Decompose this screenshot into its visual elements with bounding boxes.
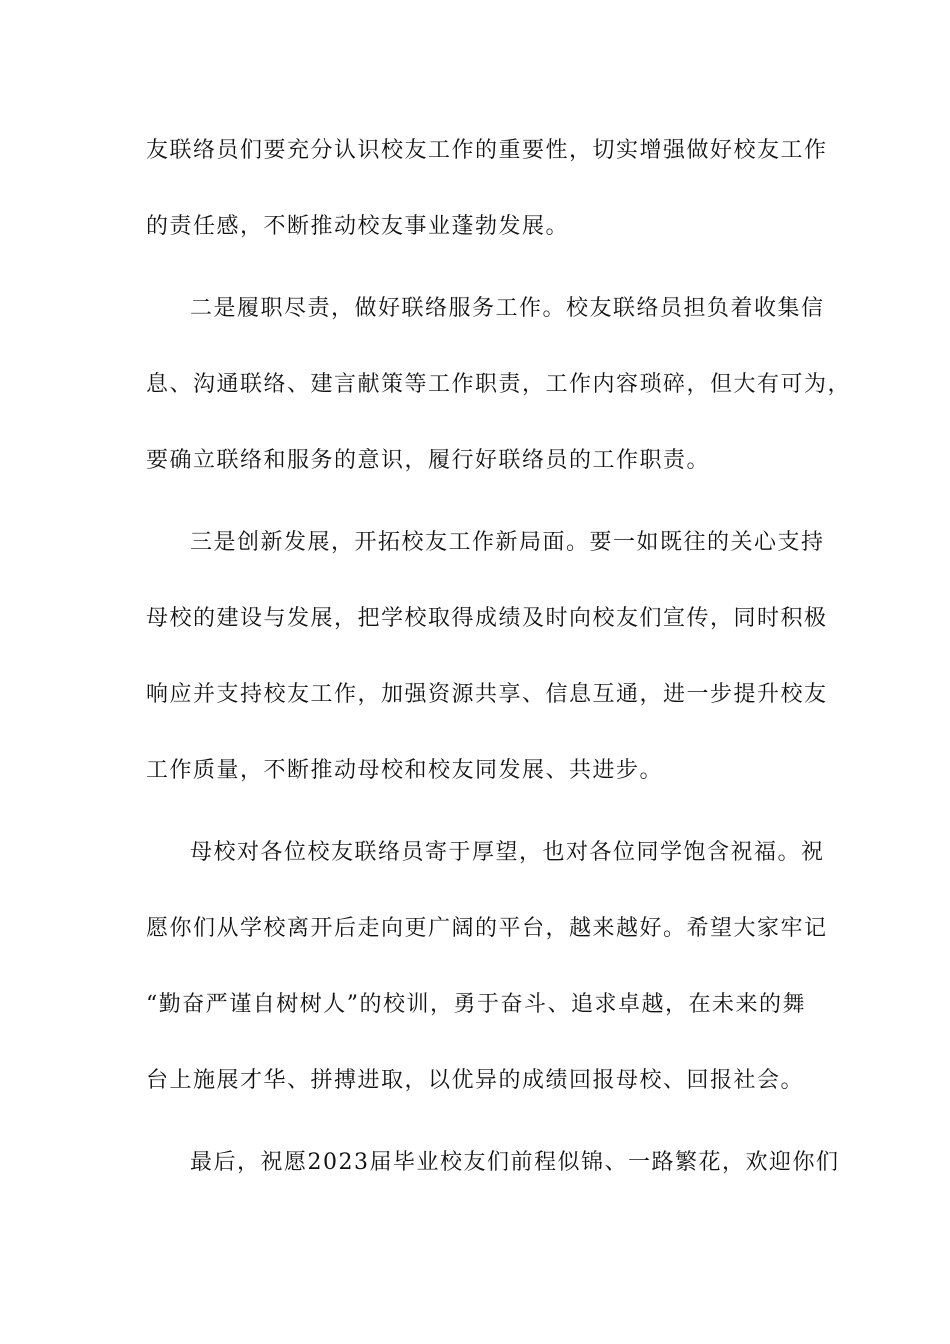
text-line: 息、沟通联络、建言献策等工作职责，工作内容琐碎，但大有可为， xyxy=(146,372,852,397)
text-line: 的责任感，不断推动校友事业蓬勃发展。 xyxy=(146,214,570,239)
text-line: “勤奋严谨自树树人”的校训，勇于奋斗、追求卓越，在未来的舞 xyxy=(146,992,806,1017)
paragraph-start-line: 二是履职尽责，做好联络服务工作。校友联络员担负着收集信 xyxy=(190,296,825,321)
paragraph-start-line: 最后，祝愿2023届毕业校友们前程似锦、一路繁花，欢迎你们 xyxy=(190,1150,840,1175)
text-line: 母校的建设与发展，把学校取得成绩及时向校友们宣传，同时积极 xyxy=(146,606,828,631)
paragraph-start-line: 母校对各位校友联络员寄于厚望，也对各位同学饱含祝福。祝 xyxy=(190,840,825,865)
text-line: 台上施展才华、拼搏进取，以优异的成绩回报母校、回报社会。 xyxy=(146,1068,805,1093)
text-line: 友联络员们要充分认识校友工作的重要性，切实增强做好校友工作 xyxy=(146,138,828,163)
text-line: 工作质量，不断推动母校和校友同发展、共进步。 xyxy=(146,758,664,783)
text-line: 响应并支持校友工作，加强资源共享、信息互通，进一步提升校友 xyxy=(146,682,828,707)
text-line: 要确立联络和服务的意识，履行好联络员的工作职责。 xyxy=(146,448,711,473)
text-line: 愿你们从学校离开后走向更广阔的平台，越来越好。希望大家牢记 xyxy=(146,916,828,941)
paragraph-start-line: 三是创新发展，开拓校友工作新局面。要一如既往的关心支持 xyxy=(190,530,825,555)
